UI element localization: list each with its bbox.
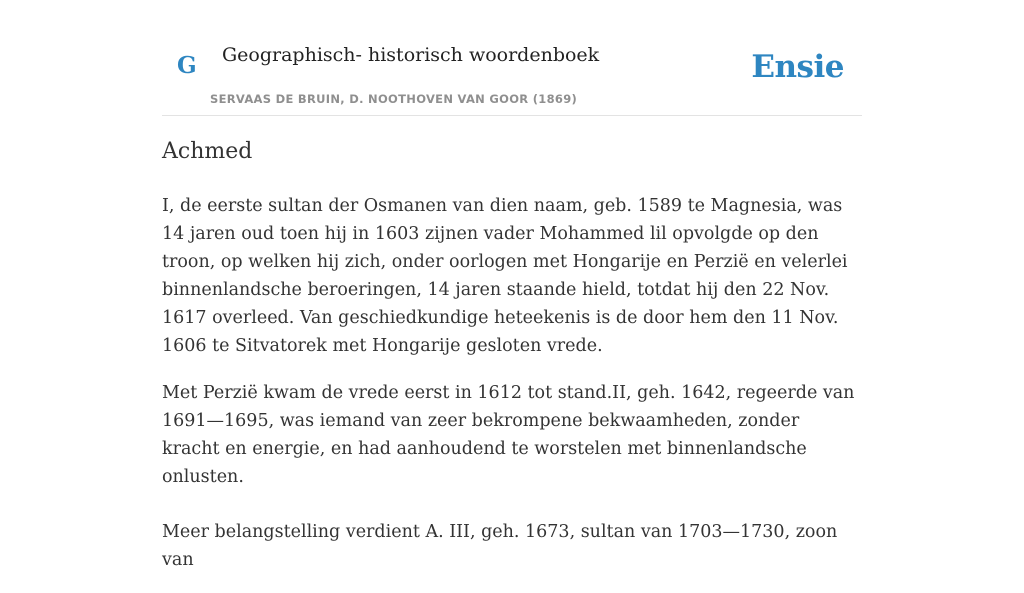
header [162,0,862,116]
ensie-logo[interactable]: Ensie [751,49,844,85]
entry-paragraph: Meer belangstelling verdient A. III, geh. 1673, sultan van 1703—1730, zoon van [162,522,838,570]
entry-paragraph: I, de eerste sultan der Osmanen van dien naam, geb. 1589 te Magnesia, was 14 jaren oud toen hij in 1603 zijnen vader Mohammed lil opvolgde op den troon, op welken hij zich, onder oorlogen met Hongarije en Perzië en velerlei binnenlandsche beroeringen, 14 jaren staande hield, totdat hij den 22 Nov. 1617 overleed. Van geschiedkundige heteekenis is de door hem den 11 Nov. 1606 te Sitvatorek met Hongarije gesloten vrede. [162,196,848,356]
entry-body [162,192,862,593]
entry-paragraph: Met Perzië kwam de vrede eerst in 1612 tot stand.II, geh. 1642, regeerde van 1691—1695, was iemand van zeer bekrompene bekwaamheden, zonder kracht en energie, en had aanhoudend te worstelen met binnenlandsche onlusten. [162,383,855,487]
book-authors: SERVAAS DE BRUIN, D. NOOTHOVEN VAN GOOR (1869) [210,92,578,106]
book-title[interactable]: Geographisch- historisch woordenboek [222,44,600,66]
book-letter-badge[interactable]: G [177,52,197,79]
entry-title: Achmed [162,139,253,164]
